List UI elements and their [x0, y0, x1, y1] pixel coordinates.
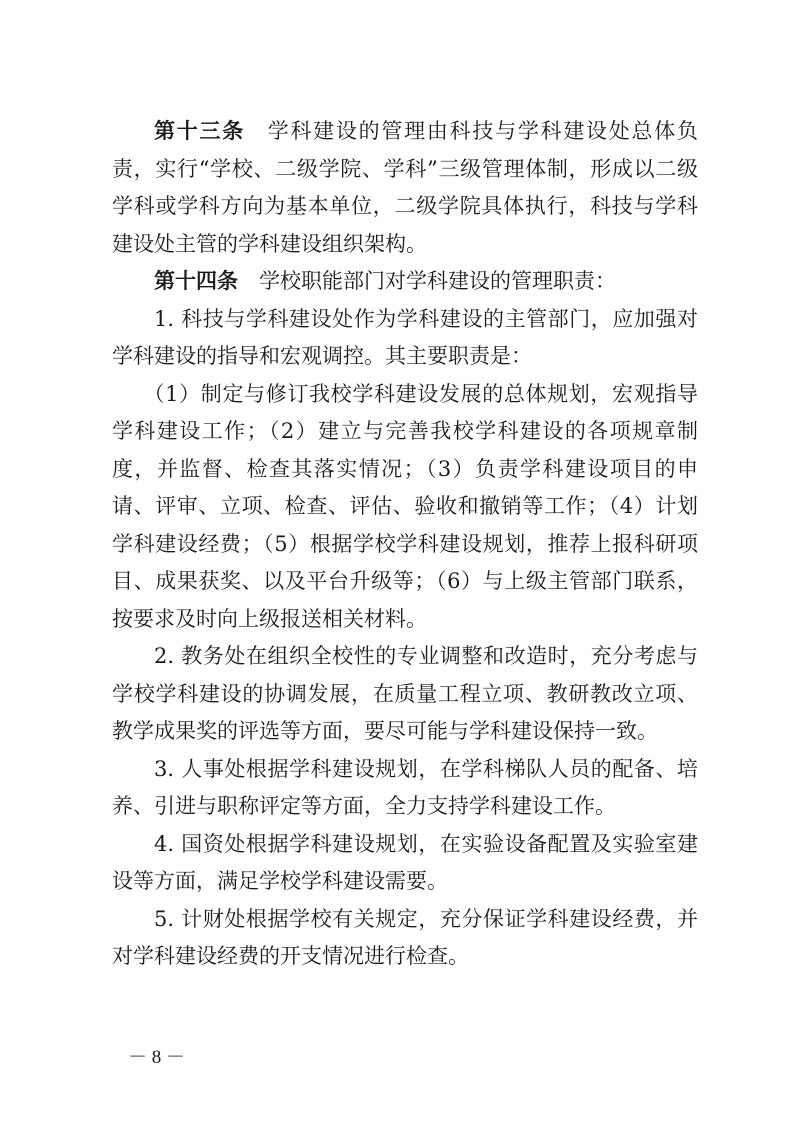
item-3-paragraph: 3. 人事处根据学科建设规划，在学科梯队人员的配备、培养、引进与职称评定等方面，全力支持学科建设工作。 [112, 756, 698, 818]
item-1-paragraph: 1. 科技与学科建设处作为学科建设的主管部门，应加强对学科建设的指导和宏观调控。其主要职责是： [112, 306, 698, 368]
article-13-label: 第十三条 [154, 119, 245, 143]
item-1-duties-paragraph: （1）制定与修订我校学科建设发展的总体规划，宏观指导学科建设工作；（2）建立与完善我校学科建设的各项规章制度，并监督、检查其落实情况；（3）负责学科建设项目的申请、评审、立项、检查、评估、验收和撤销等工作；（4）计划学科建设经费；（5）根据学校学科建设规划，推荐上报科研项目、成果获奖、以及平台升级等；（6）与上级主管部门联系，按要求及时向上级报送相关材料。 [112, 381, 698, 631]
item-5-paragraph: 5. 计财处根据学校有关规定，充分保证学科建设经费，并对学科建设经费的开支情况进行检查。 [112, 906, 698, 968]
article-14-label: 第十四条 [154, 269, 238, 293]
article-13-paragraph [112, 113, 698, 263]
item-4-paragraph: 4. 国资处根据学科建设规划，在实验设备配置及实验室建设等方面，满足学校学科建设需要。 [112, 831, 698, 893]
page-number: － 8 － [128, 1047, 186, 1068]
document-body [112, 113, 698, 976]
article-14-paragraph [112, 263, 698, 301]
item-2-paragraph: 2. 教务处在组织全校性的专业调整和改造时，充分考虑与学校学科建设的协调发展，在质量工程立项、教研教改立项、教学成果奖的评选等方面，要尽可能与学科建设保持一致。 [112, 644, 698, 743]
article-14-text: 学校职能部门对学科建设的管理职责： [259, 269, 616, 293]
article-13-text: 学科建设的管理由科技与学科建设处总体负责，实行“学校、二级学院、学科”三级管理体制，形成以二级学科或学科方向为基本单位，二级学院具体执行，科技与学科建设处主管的学科建设组织架构。 [112, 119, 699, 256]
